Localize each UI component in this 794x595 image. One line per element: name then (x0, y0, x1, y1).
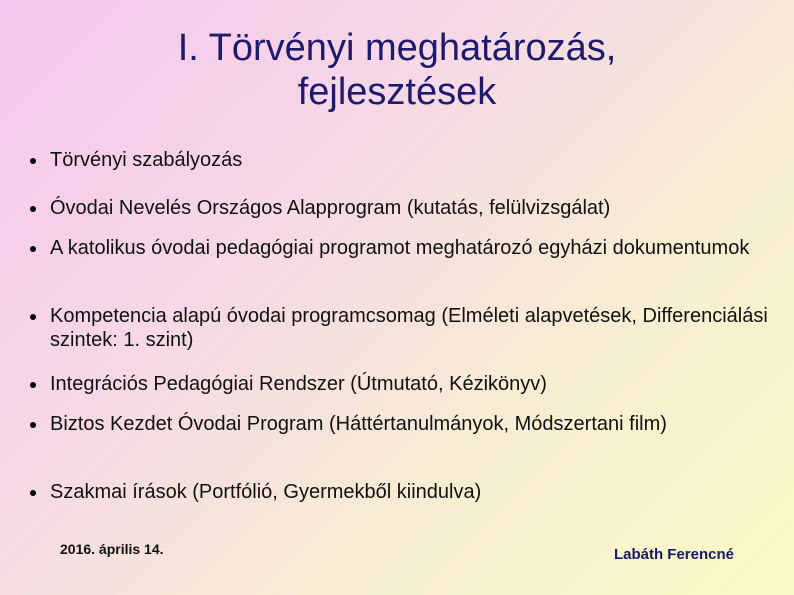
bullet-item (28, 236, 770, 260)
bullet-dot-icon (30, 314, 36, 320)
bullet-item (28, 148, 770, 172)
bullet-item (28, 304, 780, 352)
bullet-text: Integrációs Pedagógiai Rendszer (Útmutató, Kézikönyv) (50, 373, 547, 395)
bullet-item (28, 372, 770, 396)
bullet-text: Kompetencia alapú óvodai programcsomag (Elméleti alapvetések, Differenciálási szintek: 1. szint) (50, 305, 768, 351)
bullet-dot-icon (30, 490, 36, 496)
footer-date: 2016. április 14. (60, 541, 164, 557)
slide-title-line-2: fejlesztések (297, 71, 497, 113)
bullet-text: Biztos Kezdet Óvodai Program (Háttértanulmányok, Módszertani film) (50, 413, 667, 435)
bullet-dot-icon (30, 206, 36, 212)
bullet-dot-icon (30, 246, 36, 252)
bullet-text: Törvényi szabályozás (50, 149, 243, 171)
bullet-dot-icon (30, 422, 36, 428)
bullet-text: Óvodai Nevelés Országos Alapprogram (kutatás, felülvizsgálat) (50, 197, 611, 219)
bullet-dot-icon (30, 158, 36, 164)
bullet-item (28, 412, 770, 436)
footer-author: Labáth Ferencné (613, 546, 734, 563)
bullet-item (28, 480, 770, 504)
bullet-text: A katolikus óvodai pedagógiai programot meghatározó egyházi dokumentumok (50, 237, 750, 259)
bullet-item (28, 196, 770, 220)
slide-title-line-1: I. Törvényi meghatározás, (177, 27, 617, 69)
bullet-dot-icon (30, 382, 36, 388)
bullet-text: Szakmai írások (Portfólió, Gyermekből kiindulva) (50, 481, 482, 503)
slide-title (40, 26, 754, 114)
